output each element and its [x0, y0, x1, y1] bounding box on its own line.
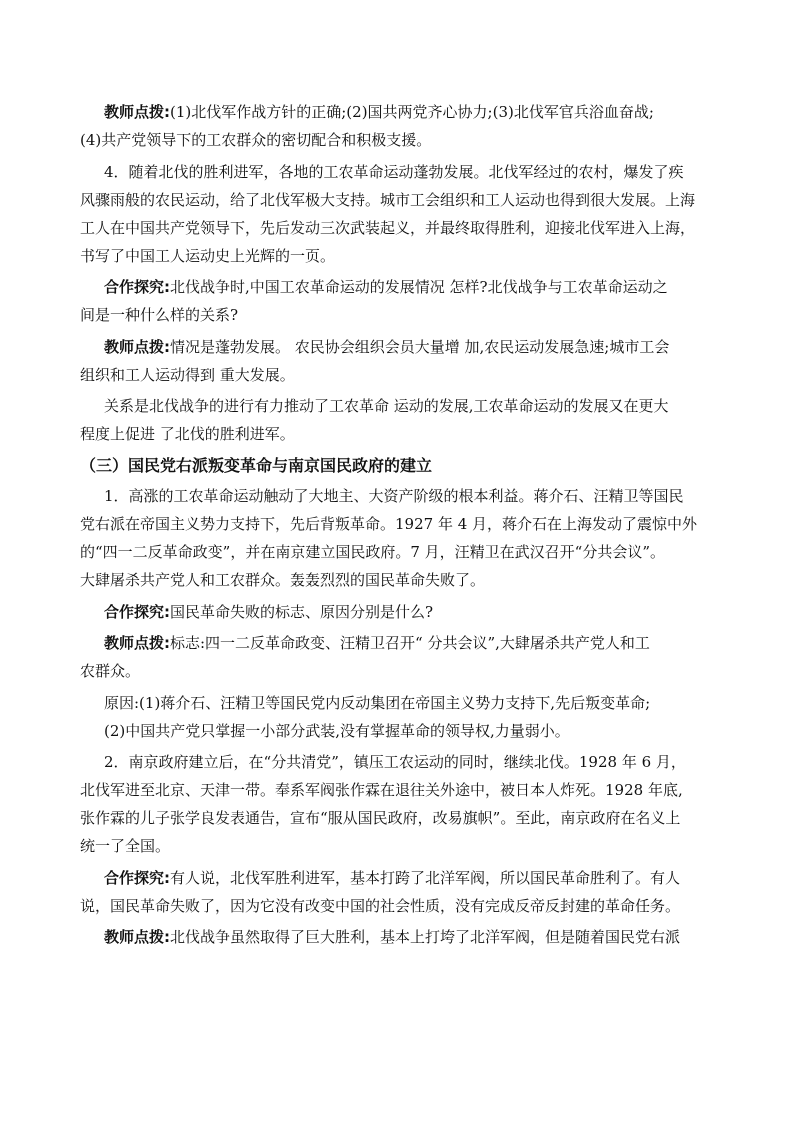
text-line: (2)中国共产党只掌握一小部分武装,没有掌握革命的领导权,力量弱小。: [104, 721, 570, 740]
text-line: 风骤雨般的农民运动，给了北伐军极大支持。城市工会组织和工人运动也得到很大发展。上海: [80, 190, 696, 209]
text-line: [80, 629, 720, 657]
text-line: 统一了全国。: [80, 837, 171, 855]
line-text: 国民革命失败的标志、原因分别是什么?: [170, 602, 434, 621]
cooperative-inquiry-label: 合作探究:: [104, 278, 170, 296]
paragraph-teacher-tip-3: [80, 629, 720, 685]
document-body: [80, 98, 720, 951]
paragraph-relationship: [80, 392, 720, 448]
text-line: [80, 864, 720, 892]
paragraph-reasons: [80, 689, 720, 745]
paragraph-cooperative-inquiry-1: [80, 273, 720, 329]
teacher-tip-label: 教师点拨:: [104, 634, 170, 652]
text-line: [80, 333, 720, 361]
text-line: 2．南京政府建立后，在“分共清党”，镇压工农运动的同时，继续北伐。1928 年 6 月，: [104, 753, 686, 771]
text-line: 党右派在帝国主义势力支持下，先后背叛革命。1927 年 4 月，蒋介石在上海发动了震惊中外: [80, 515, 698, 533]
cooperative-inquiry-label: 合作探究:: [104, 868, 170, 887]
text-line: 原因:(1)蒋介石、汪精卫等国民党内反动集团在帝国主义势力支持下,先后叛变革命;: [104, 693, 651, 712]
paragraph-teacher-tip-1: [80, 98, 720, 154]
line-text: 有人说，北伐军胜利进军，基本打跨了北洋军阀，所以国民革命胜利了。有人: [170, 868, 681, 887]
text-line: 组织和工人运动得到 重大发展。: [80, 365, 295, 384]
paragraph-cooperative-inquiry-3: [80, 864, 720, 920]
section-heading: （三）国民党右派叛变革命与南京国民政府的建立: [80, 456, 433, 475]
teacher-tip-label: 教师点拨:: [104, 928, 170, 946]
text-line: 间是一种什么样的关系?: [80, 306, 239, 324]
paragraph-point-2: [80, 748, 720, 860]
paragraph-cooperative-inquiry-2: [80, 598, 720, 626]
line-text: 北伐战争时,中国工农革命运动的发展情况 怎样?北伐战争与工农革命运动之: [170, 278, 668, 296]
text-line: 4．随着北伐的胜利进军，各地的工农革命运动蓬勃发展。北伐军经过的农村，爆发了疾: [104, 162, 684, 181]
text-line: [80, 273, 720, 301]
text-line: 张作霖的儿子张学良发表通告，宣布“服从国民政府，改易旗帜”。至此，南京政府在名义上: [80, 809, 681, 827]
text-line: 工人在中国共产党领导下，先后发动三次武装起义，并最终取得胜利，迎接北伐军进入上海，: [80, 218, 696, 237]
line-text: 标志:四一二反革命政变、汪精卫召开“ 分共会议”,大肆屠杀共产党人和工: [170, 634, 650, 652]
line-text: 北伐战争虽然取得了巨大胜利，基本上打垮了北洋军阀，但是随着国民党右派: [170, 928, 681, 946]
paragraph-teacher-tip-2: [80, 333, 720, 389]
text-line: 北伐军进至北京、天津一带。奉系军阀张作霖在退往关外途中，被日本人炸死。1928 年底,: [80, 781, 683, 799]
text-line: 农群众。: [80, 662, 141, 680]
cooperative-inquiry-label: 合作探究:: [104, 602, 170, 621]
text-line: [80, 98, 720, 126]
text-line: 大肆屠杀共产党人和工农群众。轰轰烈烈的国民革命失败了。: [80, 571, 486, 589]
text-line: [80, 923, 720, 951]
line-text: 情况是蓬勃发展。 农民协会组织会员大量增 加,农民运动发展急速;城市工会: [170, 337, 670, 356]
text-line: 程度上促进 了北伐的胜利进军。: [80, 425, 295, 443]
text-line: 书写了中国工人运动史上光辉的一页。: [80, 246, 336, 265]
text-line: 1．高涨的工农革命运动触动了大地主、大资产阶级的根本利益。蒋介石、汪精卫等国民: [104, 487, 684, 505]
teacher-tip-label: 教师点拨:: [104, 337, 170, 356]
paragraph-point-1: [80, 482, 720, 594]
text-line: 的“四一二反革命政变”，并在南京建立国民政府。7 月，汪精卫在武汉召开“分共会议”。: [80, 543, 665, 561]
text-line: 关系是北伐战争的进行有力推动了工农革命 运动的发展,工农革命运动的发展又在更大: [104, 397, 669, 415]
teacher-tip-label: 教师点拨:: [104, 103, 170, 121]
paragraph-point-4: [80, 158, 720, 270]
paragraph-teacher-tip-4: [80, 923, 720, 951]
text-line: [80, 598, 720, 626]
text-line: 说，国民革命失败了，因为它没有改变中国的社会性质，没有完成反帝反封建的革命任务。: [80, 896, 681, 915]
line-text: (1)北伐军作战方针的正确;(2)国共两党齐心协力;(3)北伐军官兵浴血奋战;: [170, 103, 654, 121]
text-line: (4)共产党领导下的工农群众的密切配合和积极支援。: [80, 131, 432, 149]
